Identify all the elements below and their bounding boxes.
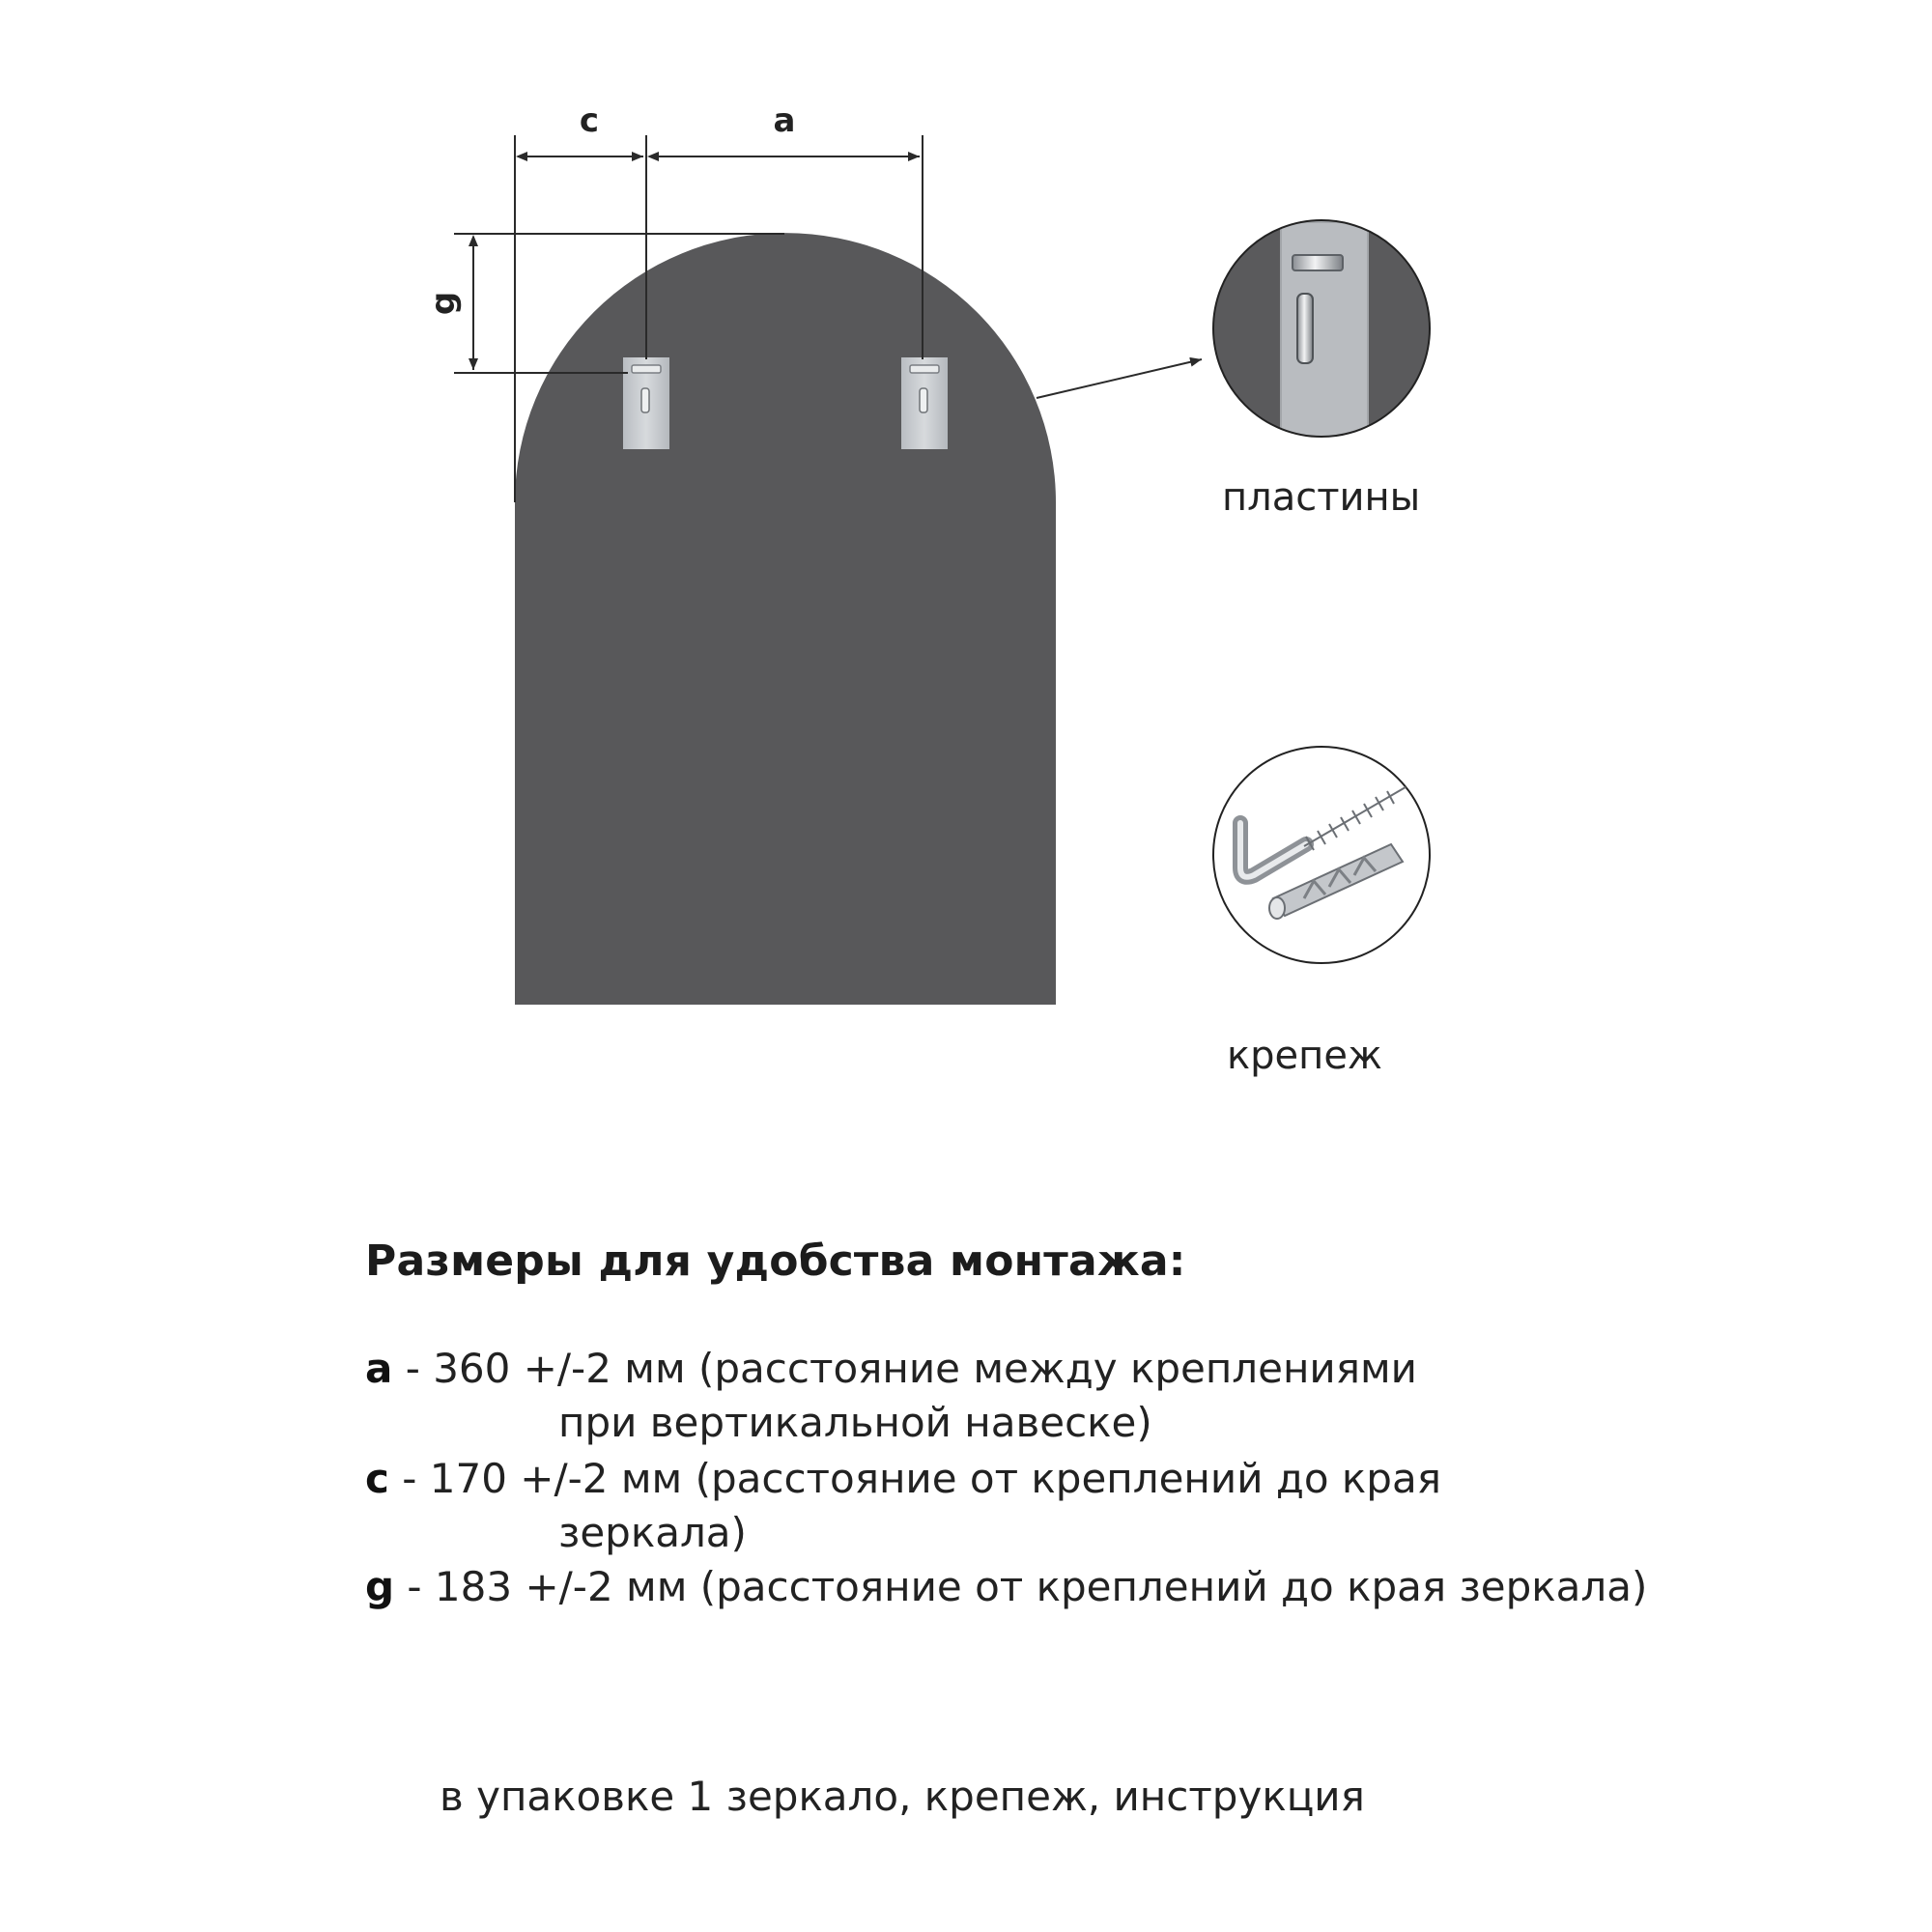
callout-arrow	[1037, 359, 1202, 398]
dimension-c-label: c	[579, 101, 600, 140]
package-contents-note: в упаковке 1 зеркало, крепеж, инструкция	[440, 1773, 1365, 1820]
spec-a-key: a	[365, 1345, 393, 1392]
plates-caption: пластины	[1222, 475, 1421, 520]
mounting-plate-left	[623, 357, 669, 449]
spec-g-text: - 183 +/-2 мм (расстояние от креплений до края зеркала)	[394, 1563, 1648, 1610]
mounting-plate-right	[901, 357, 948, 449]
dimension-a-label: a	[773, 101, 796, 140]
spec-c-key: c	[365, 1455, 389, 1502]
spec-a-continuation: при вертикальной навеске)	[558, 1399, 1152, 1446]
spec-a-text: - 360 +/-2 мм (расстояние между креплениями	[392, 1345, 1417, 1392]
spec-c-continuation: зеркала)	[558, 1509, 747, 1556]
specs-title: Размеры для удобства монтажа:	[365, 1236, 1186, 1286]
spec-c-text: - 170 +/-2 мм (расстояние от креплений до края	[388, 1455, 1441, 1502]
fasteners-closeup	[1213, 747, 1430, 963]
fasteners-caption: крепеж	[1227, 1034, 1382, 1078]
spec-g-key: g	[365, 1563, 395, 1610]
spec-g-line	[365, 1563, 1647, 1610]
spec-c-line	[365, 1455, 1441, 1502]
spec-a-line	[365, 1345, 1417, 1392]
plate-closeup	[1213, 220, 1430, 444]
dimension-g-label: g	[424, 291, 463, 316]
mirror-shape	[515, 233, 1056, 1005]
